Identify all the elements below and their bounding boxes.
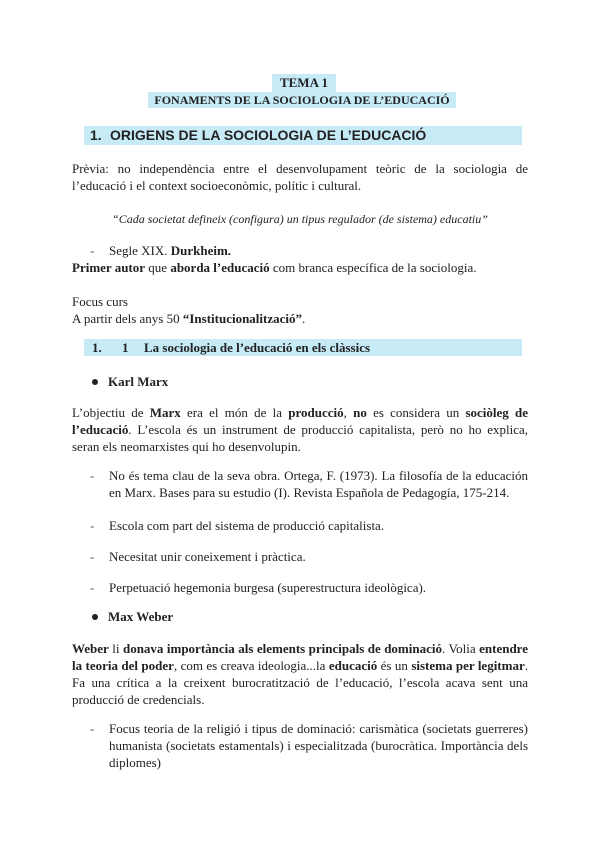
section-heading-1-1 <box>84 339 522 356</box>
list-item: - No és tema clau de la seva obra. Ortega, F. (1973). La filosofía de la educación en Marx. Bases para su estudio (I). Revista Española de Pedagogía, 175-214. <box>90 468 528 500</box>
marx-paragraph: L’objectiu de Marx era el món de la producció, no es considera un sociòleg de l’educació. L’escola és un instrument de producció capitalista, però no ho explica, seran els neomarxistes qui ho desenvolupin. <box>72 405 529 454</box>
section-heading-1 <box>84 126 522 145</box>
bullet-heading: Karl Marx <box>108 374 169 389</box>
list-item-text: Necesitat unir coneixement i pràctica. <box>109 549 306 564</box>
focus-line-1: Focus curs <box>72 294 128 309</box>
previa-paragraph: Prèvia: no independència entre el desenvolupament teòric de la sociologia de l’educació i el context socioeconòmic, polític i cultural. <box>72 161 528 193</box>
weber-paragraph: Weber li donava importància als elements principals de dominació. Volia entendre la teoria del poder, com es creava ideologia...la educació és un sistema per legitmar. Fa una crítica a la creixent burocratització de l’educació, l’escola acava sent una producció de credencials. <box>72 641 528 707</box>
durkheim-paragraph: Primer autor que aborda l’educació com branca específica de la sociologia. <box>72 260 477 275</box>
section-number: 1. <box>92 340 102 355</box>
bullet-max-weber <box>92 608 528 625</box>
document-subtitle: FONAMENTS DE LA SOCIOLOGIA DE L’EDUCACIÓ <box>148 92 456 108</box>
subsection-number: 1 <box>122 340 129 355</box>
durkheim-name: Durkheim. <box>170 243 232 258</box>
focus-line-2: A partir dels anys 50 “Institucionalització”. <box>72 311 306 326</box>
list-item-text: Segle XIX. <box>109 243 171 258</box>
dash-marker: - <box>90 243 95 258</box>
section-title: La sociologia de l’educació en els clàssics <box>144 340 371 355</box>
document-title: TEMA 1 <box>272 74 336 92</box>
list-item-text: Escola com part del sistema de producció capitalista. <box>109 518 385 533</box>
list-item: - Focus teoria de la religió i tipus de dominació: carismàtica (societats guerreres) humanista (societats estamentals) i especialitzada (burocràtica. Importància dels diplomes) <box>90 721 528 770</box>
list-item: - Necesitat unir coneixement i pràctica. <box>92 548 528 565</box>
quote: “Cada societat defineix (configura) un tipus regulador (de sistema) educatiu” <box>112 212 488 226</box>
list-item-text: Perpetuació hegemonia burgesa (superestructura ideològica). <box>109 580 427 595</box>
list-item-durkheim <box>92 242 528 259</box>
list-item: - Perpetuació hegemonia burgesa (superestructura ideològica). <box>92 579 528 596</box>
bullet-heading: Max Weber <box>108 609 174 624</box>
section-title: ORIGENS DE LA SOCIOLOGIA DE L’EDUCACIÓ <box>110 127 427 143</box>
bullet-dot <box>92 379 98 385</box>
list-item-text: No és tema clau de la seva obra. Ortega, F. (1973). La filosofía de la educación en Marx. Bases para su estudio (I). Revista Española de Pedagogía, 175-214. <box>109 468 528 500</box>
list-item-text: Focus teoria de la religió i tipus de dominació: carismàtica (societats guerreres) humanista (societats estamentals) i especialitzada (burocràtica. Importància dels diplomes) <box>109 721 528 770</box>
section-number: 1. <box>90 127 102 143</box>
bullet-dot <box>92 614 98 620</box>
bullet-karl-marx <box>92 373 528 390</box>
list-item: - Escola com part del sistema de producció capitalista. <box>92 517 528 534</box>
